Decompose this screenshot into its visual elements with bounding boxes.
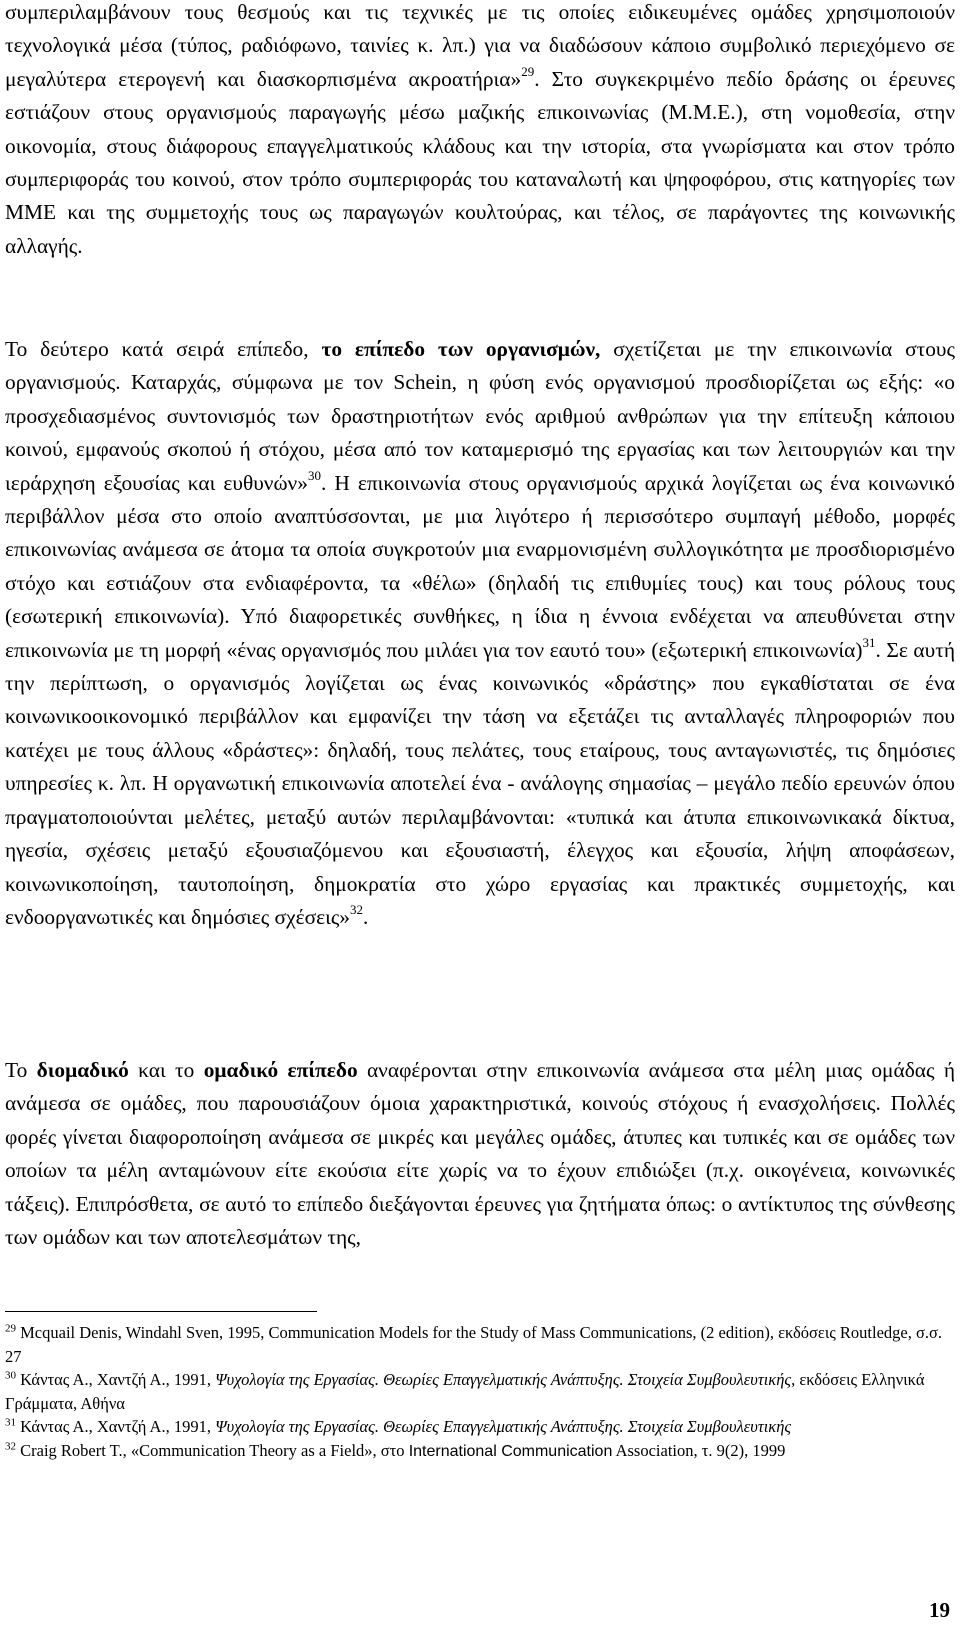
page-number: 19 xyxy=(929,1598,950,1622)
footnote-ref-31[interactable]: 31 xyxy=(862,634,876,650)
p2-text-c: . Σε αυτή την περίπτωση, ο οργανισμός λογίζεται ως ένας κοινωνικός «δράστης» που εγκαθίσταται σε ένα κοινωνικοοικονομικό περιβάλλον και εμφανίζει την τάση να εξετάζει τις ανταλλαγές πληροφοριών που κατέχει με τους άλλους «δράστες»: δηλαδή, τους πελάτες, τους εταίρους, τους ανταγωνιστές, τις δημόσιες υπηρεσίες κ. λπ. Η οργανωτική επικοινωνία αποτελεί ένα - ανάλογης σημασίας – μεγάλο πεδίο ερευνών όπου πραγματοποιούνται μελέτες, μεταξύ αυτών περιλαμβάνονται: «τυπικά και άτυπα επικοινωνικακά δίκτυα, ηγεσία, σχέσεις μεταξύ εξουσιαζόμενου και εξουσιαστή, έλεγχος και εξουσία, λήψη αποφάσεων, κοινωνικοποίηση, ταυτοποίηση, δημοκρατία στο χώρο εργασίας και πρακτικές συμμετοχής, και ενδοοργανωτικές και δημόσιες σχέσεις» xyxy=(5,637,955,929)
p2-text-b: . Η επικοινωνία στους οργανισμούς αρχικά λογίζεται ως ένα κοινωνικό περιβάλλον μέσα στο οποίο αναπτύσσονται, με μια λιγότερο ή περισσότερο συμπαγή μέθοδο, μορφές επικοινωνίας ανάμεσα σε άτομα τα οποία συγκροτούν μια εναρμονισμένη συλλογικότητα με προσδιορισμένο στόχο και εστιάζουν στα ενδιαφέροντα, τα «θέλω» (δηλαδή τις επιθυμίες τους) και τους ρόλους τους (εσωτερική επικοινωνία). Υπό διαφορετικές συνθήκες, η ίδια η έννοια ενδέχεται να απευθύνεται στην επικοινωνία με τη μορφή «ένας οργανισμός που μιλάει για τον εαυτό του» (εξωτερική επικοινωνία) xyxy=(5,470,956,662)
footnote-32-journal: International Communication xyxy=(408,1442,613,1460)
footnote-31 xyxy=(5,1415,945,1439)
p1-continuation: . Στο συγκεκριμένο πεδίο δράσης οι έρευνες εστιάζουν στους οργανισμούς παραγωγής μέσω μαζικής επικοινωνίας (Μ.Μ.Ε.), στη νομοθεσία, στην οικονομία, στους διάφορους επαγγελματικούς κλάδους και την ιστορία, στα γνωρίσματα και στον τρόπο συμπεριφοράς του κοινού, στον τρόπο συμπεριφοράς του καταναλωτή και ψηφοφόρου, στις κατηγορίες των ΜΜΕ και της συμμετοχής τους ως παραγωγών κουλτούρας, και τέλος, σε παράγοντες της κοινωνικής αλλαγής. xyxy=(5,66,955,258)
footnote-30-publisher: , εκδόσεις Ελληνικά Γράμματα, Αθήνα xyxy=(5,1370,925,1413)
footnote-number-32: 32 xyxy=(5,1440,16,1453)
footnote-number-30: 30 xyxy=(5,1369,16,1382)
footnote-31-author: Κάντας Α., Χαντζή Α., 1991, xyxy=(16,1417,216,1437)
p3-text-b: και το xyxy=(128,1058,204,1082)
footnote-number-31: 31 xyxy=(5,1416,16,1429)
paragraph-2 xyxy=(5,333,955,934)
footnote-30-author: Κάντας Α., Χαντζή Α., 1991, xyxy=(16,1370,216,1390)
p3-text-a: Το xyxy=(5,1058,37,1082)
p3-bold-term-2: ομαδικό επίπεδο xyxy=(203,1058,358,1082)
footnote-ref-32[interactable]: 32 xyxy=(350,901,363,917)
footnote-30-title: Ψυχολογία της Εργασίας. Θεωρίες Επαγγελματικής Ανάπτυξης. Στοιχεία Συμβουλευτικής xyxy=(215,1370,792,1390)
footnote-32 xyxy=(5,1439,945,1464)
footnote-29 xyxy=(5,1321,945,1368)
footnote-32-author: Craig Robert T., «Communication Theory as a Field», στο xyxy=(16,1440,409,1460)
p1-text: συμπεριλαμβάνουν τους θεσμούς και τις τεχνικές με τις οποίες ειδικευμένες ομάδες χρησιμοποιούν τεχνολογικά μέσα (τύπος, ραδιόφωνο, ταινίες κ. λπ.) για να διαδώσουν κάποιο συμβολικό περιεχόμενο σε μεγαλύτερα ετερογενή και διασκορπισμένα ακροατήρια» xyxy=(5,0,955,91)
p2-bold-term: το επίπεδο των οργανισμών, xyxy=(321,337,601,361)
p3-bold-term-1: διομαδικό xyxy=(36,1058,129,1082)
footnote-30 xyxy=(5,1368,945,1415)
footnote-32-volume: Association, τ. 9(2), 1999 xyxy=(612,1440,786,1460)
footnote-ref-29[interactable]: 29 xyxy=(521,63,535,79)
footnote-number-29: 29 xyxy=(5,1322,16,1335)
p2-start: Το δεύτερο κατά σειρά επίπεδο, xyxy=(5,337,322,361)
footnote-ref-30[interactable]: 30 xyxy=(307,467,321,483)
footnotes xyxy=(5,1321,945,1464)
footnote-31-title: Ψυχολογία της Εργασίας. Θεωρίες Επαγγελματικής Ανάπτυξης. Στοιχεία Συμβουλευτικής xyxy=(215,1417,792,1437)
p3-text-c: αναφέρονται στην επικοινωνία ανάμεσα στα μέλη μιας ομάδας ή ανάμεσα σε ομάδες, που παρουσιάζουν όμοια χαρακτηριστικά, κοινούς στόχους ή ενασχολήσεις. Πολλές φορές γίνεται διαφοροποίηση ανάμεσα σε μικρές και μεγάλες ομάδες, άτυπες και τυπικές και σε ομάδες των οποίων τα μέλη ανταμώνουν είτε εκούσια είτε χωρίς να το έχουν επιδιώξει (π.χ. οικογένεια, κοινωνικές τάξεις). Επιπρόσθετα, σε αυτό το επίπεδο διεξάγονται έρευνες για ζητήματα όπως: ο αντίκτυπος της σύνθεσης των ομάδων και των αποτελεσμάτων της, xyxy=(5,1058,956,1250)
p2-end: . xyxy=(363,904,369,929)
p2-text-a: σχετίζεται με την επικοινωνία στους οργανισμούς. Καταρχάς, σύμφωνα με τον Schein, η φύση ενός οργανισμού προσδιορίζεται ως εξής: «ο προσχεδιασμένος συντονισμός των δραστηριοτήτων ενός αριθμού ανθρώπων για την επίτευξη κάποιου κοινού, εμφανούς σκοπού ή στόχου, μέσα από τον καταμερισμό της εργασίας και των λειτουργιών και την ιεράρχηση εξουσίας και ευθυνών» xyxy=(5,337,955,495)
footnote-separator xyxy=(5,1311,317,1312)
paragraph-1 xyxy=(5,0,955,263)
paragraph-3 xyxy=(5,1054,955,1254)
footnote-29-text: Mcquail Denis, Windahl Sven, 1995, Communication Models for the Study of Mass Communications, (2 edition), εκδόσεις Routledge, σ.σ. 27 xyxy=(5,1323,943,1366)
